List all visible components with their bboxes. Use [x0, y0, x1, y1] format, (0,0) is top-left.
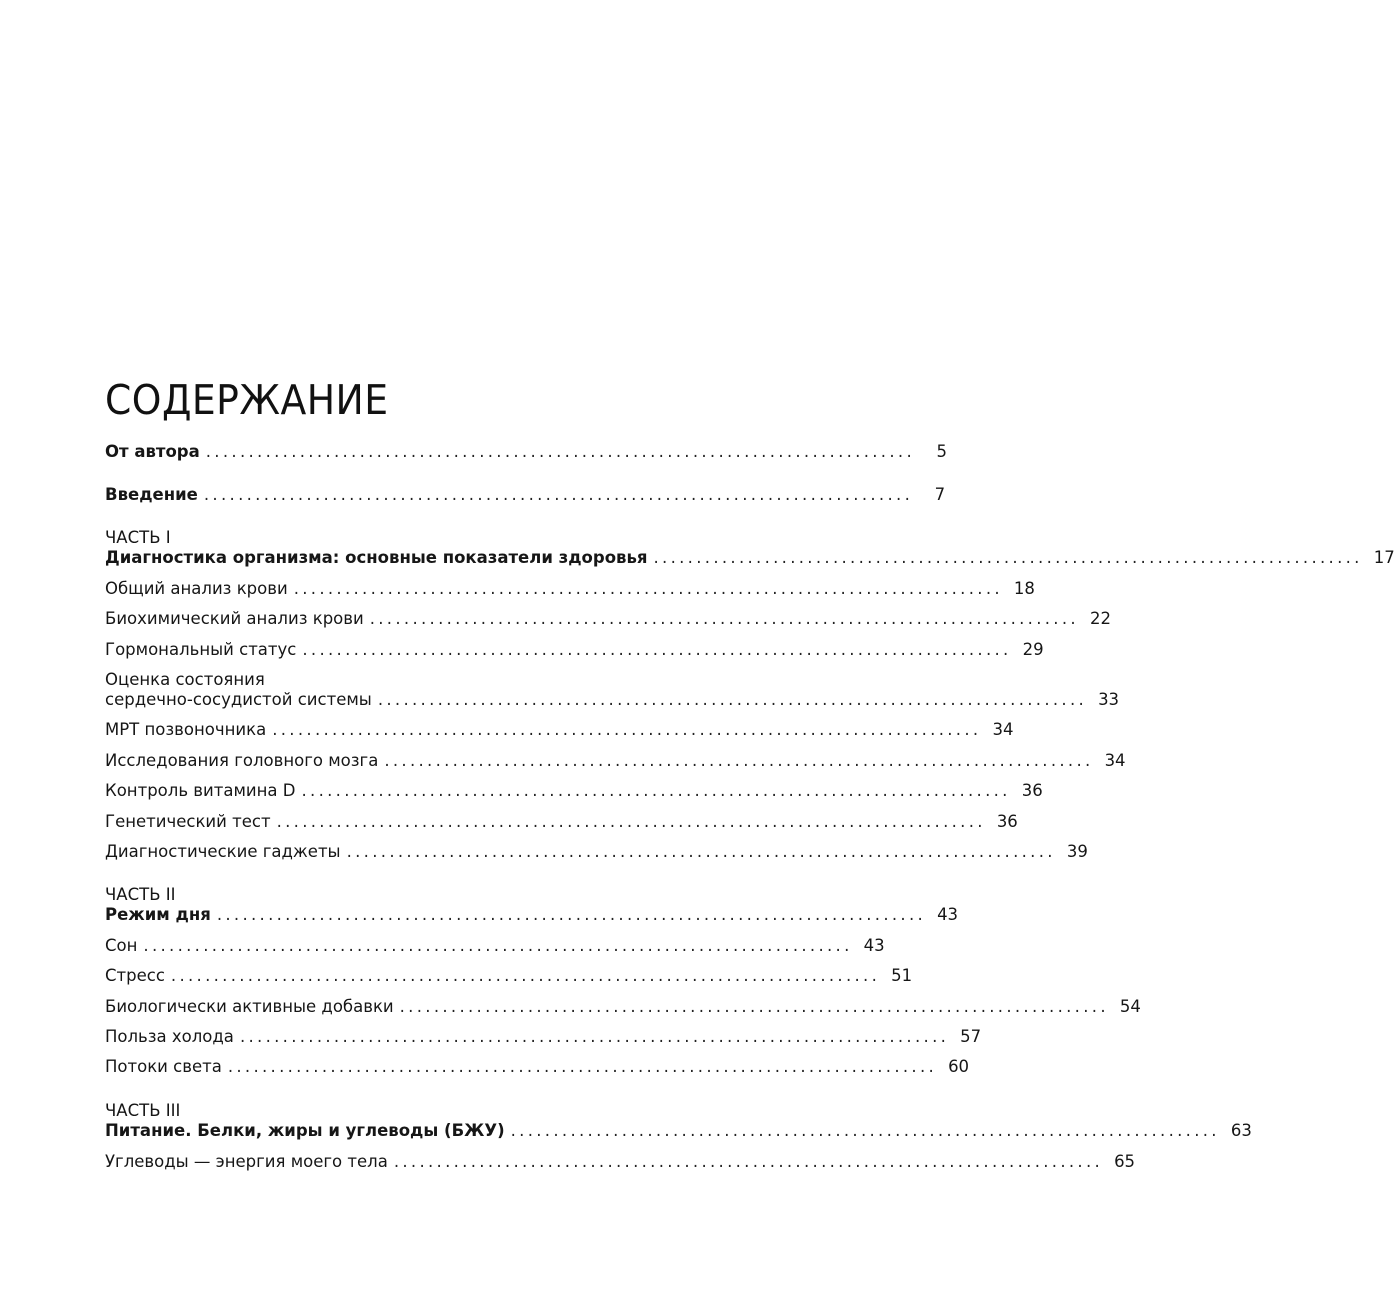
- toc-leader-dots: ...................................................................................: [143, 936, 853, 955]
- toc-entry-label: Сон: [105, 936, 138, 955]
- toc-leader-dots: ...................................................................................: [369, 609, 1079, 628]
- toc-entry[interactable]: [105, 1151, 1136, 1173]
- part-label-2: ЧАСТЬ II: [105, 885, 176, 904]
- toc-page-number: 43: [863, 936, 885, 955]
- toc-page-number: 7: [934, 485, 946, 504]
- toc-entry-intro[interactable]: [105, 484, 946, 506]
- toc-leader-dots: ...................................................................................: [276, 812, 986, 831]
- toc-entry[interactable]: [105, 841, 1088, 863]
- toc-entry-label-line1[interactable]: Оценка состояния: [105, 670, 265, 689]
- toc-entry-label: Гормональный статус: [105, 640, 297, 659]
- toc-page-number: 17: [1373, 548, 1395, 567]
- toc-entry-label: Исследования головного мозга: [105, 751, 379, 770]
- toc-page-number: 60: [948, 1057, 970, 1076]
- toc-leader-dots: ...................................................................................: [272, 720, 982, 739]
- toc-leader-dots: ...................................................................................: [384, 751, 1094, 770]
- toc-leader-dots: ...................................................................................: [377, 690, 1088, 709]
- toc-entry[interactable]: [105, 750, 1126, 772]
- toc-section-heading-part3[interactable]: [105, 1120, 1252, 1142]
- toc-entry-label: Углеводы — энергия моего тела: [105, 1152, 388, 1171]
- toc-section-heading-part2[interactable]: [105, 904, 959, 926]
- toc-leader-dots: ...................................................................................: [346, 842, 1056, 861]
- toc-entry[interactable]: [105, 935, 885, 957]
- toc-entry-label: Диагностические гаджеты: [105, 842, 341, 861]
- toc-entry-label: Потоки света: [105, 1057, 222, 1076]
- toc-page-number: 54: [1119, 997, 1141, 1016]
- toc-page-number: 22: [1089, 609, 1111, 628]
- toc-page-number: 36: [996, 812, 1018, 831]
- part-label-3: ЧАСТЬ III: [105, 1101, 181, 1120]
- toc-leader-dots: ...................................................................................: [205, 442, 915, 461]
- toc-page-number: 29: [1022, 640, 1044, 659]
- part-label-1: ЧАСТЬ I: [105, 528, 171, 547]
- toc-entry[interactable]: [105, 1026, 982, 1048]
- toc-page-number: 34: [1104, 751, 1126, 770]
- toc-page-number: 34: [992, 720, 1014, 739]
- toc-entry[interactable]: [105, 965, 913, 987]
- toc-entry[interactable]: [105, 1056, 970, 1078]
- toc-leader-dots: ...................................................................................: [203, 485, 914, 504]
- toc-page-number: 39: [1066, 842, 1088, 861]
- toc-entry-label: Диагностика организма: основные показатели здоровья: [105, 548, 648, 567]
- toc-entry-label: Генетический тест: [105, 812, 271, 831]
- toc-entry-label: Контроль витамина D: [105, 781, 296, 800]
- toc-page-number: 43: [937, 905, 959, 924]
- toc-leader-dots: ...................................................................................: [393, 1152, 1104, 1171]
- toc-leader-dots: ...................................................................................: [302, 640, 1012, 659]
- toc-leader-dots: ...................................................................................: [227, 1057, 938, 1076]
- toc-page-number: 5: [936, 442, 947, 461]
- page-title: СОДЕРЖАНИЕ: [105, 376, 389, 424]
- toc-leader-dots: ...................................................................................: [653, 548, 1363, 567]
- toc-entry-label: Стресс: [105, 966, 165, 985]
- toc-leader-dots: ...................................................................................: [301, 781, 1011, 800]
- toc-page-number: 18: [1013, 579, 1035, 598]
- toc-leader-dots: ...................................................................................: [510, 1121, 1220, 1140]
- toc-page-number: 63: [1230, 1121, 1252, 1140]
- toc-entry-label: Общий анализ крови: [105, 579, 288, 598]
- toc-section-heading-part1[interactable]: [105, 547, 1395, 569]
- toc-entry[interactable]: [105, 608, 1111, 630]
- toc-page-number: 36: [1021, 781, 1043, 800]
- toc-entry-label: Польза холода: [105, 1027, 234, 1046]
- toc-page-number: 57: [960, 1027, 982, 1046]
- toc-entry-label: Питание. Белки, жиры и углеводы (БЖУ): [105, 1121, 505, 1140]
- toc-leader-dots: ...................................................................................: [170, 966, 881, 985]
- toc-entry-label: От автора: [105, 442, 200, 461]
- toc-page-number: 65: [1114, 1152, 1136, 1171]
- toc-entry-label: Биологически активные добавки: [105, 997, 394, 1016]
- toc-entry-label: сердечно-сосудистой системы: [105, 690, 372, 709]
- toc-entry-from-author[interactable]: [105, 441, 947, 463]
- toc-leader-dots: ...................................................................................: [239, 1027, 950, 1046]
- toc-entry[interactable]: [105, 578, 1035, 600]
- toc-entry-label: Режим дня: [105, 905, 211, 924]
- toc-page-number: 33: [1098, 690, 1120, 709]
- toc-leader-dots: ...................................................................................: [293, 579, 1003, 598]
- toc-entry[interactable]: [105, 639, 1044, 661]
- toc-entry[interactable]: [105, 689, 1120, 711]
- toc-entry[interactable]: [105, 811, 1018, 833]
- toc-entry[interactable]: [105, 719, 1014, 741]
- toc-page-number: 51: [891, 966, 913, 985]
- toc-entry[interactable]: [105, 780, 1043, 802]
- toc-leader-dots: ...................................................................................: [399, 997, 1109, 1016]
- toc-entry-label: Введение: [105, 485, 198, 504]
- toc-leader-dots: ...................................................................................: [216, 905, 927, 924]
- toc-entry-label: МРТ позвоночника: [105, 720, 267, 739]
- toc-entry[interactable]: [105, 996, 1141, 1018]
- toc-entry-label: Биохимический анализ крови: [105, 609, 364, 628]
